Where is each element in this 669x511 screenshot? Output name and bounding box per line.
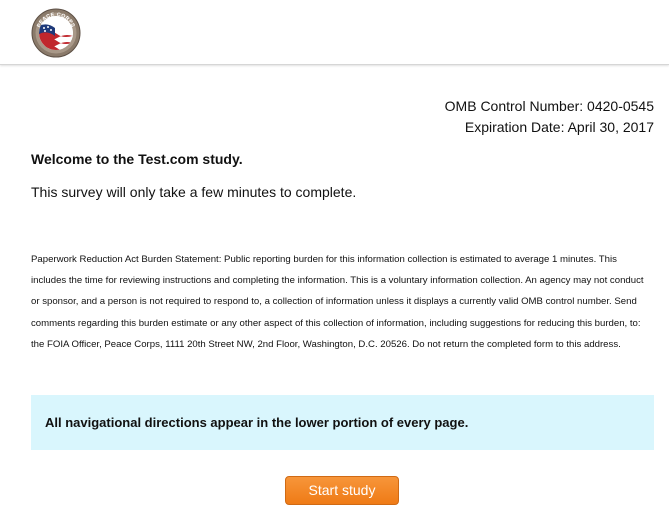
burden-statement: Paperwork Reduction Act Burden Statement: Public reporting burden for this information collection is estimated to average 1 minutes. This includes the time for reviewing instructions and completing the information. This is a voluntary information collection. An agency may not conduct or sponsor, and a person is not required to respond to, a collection of information unless it displays a currently valid OMB control number. Send comments regarding this burden estimate or any other aspect of this collection of information, including suggestions for reducing this burden, to: the FOIA Officer, Peace Corps, 1111 20th Street NW, 2nd Floor, Washington, D.C. 20526. Do not return the completed form to this address. <box>31 254 644 350</box>
intro-subtitle: This survey will only take a few minutes to complete. <box>31 184 357 200</box>
navigation-notice <box>31 395 654 450</box>
omb-info <box>445 96 654 138</box>
welcome-heading: Welcome to the Test.com study. <box>31 151 243 167</box>
omb-control-number: OMB Control Number: 0420-0545 <box>444 98 654 114</box>
navigation-notice-text: All navigational directions appear in the lower portion of every page. <box>45 415 469 430</box>
peace-corps-logo-icon <box>31 8 81 58</box>
start-study-button[interactable]: Start study <box>285 476 399 505</box>
omb-expiration-date: Expiration Date: April 30, 2017 <box>464 119 654 135</box>
logo-text: PEACE CORPS <box>36 11 76 29</box>
page-header <box>0 0 669 65</box>
